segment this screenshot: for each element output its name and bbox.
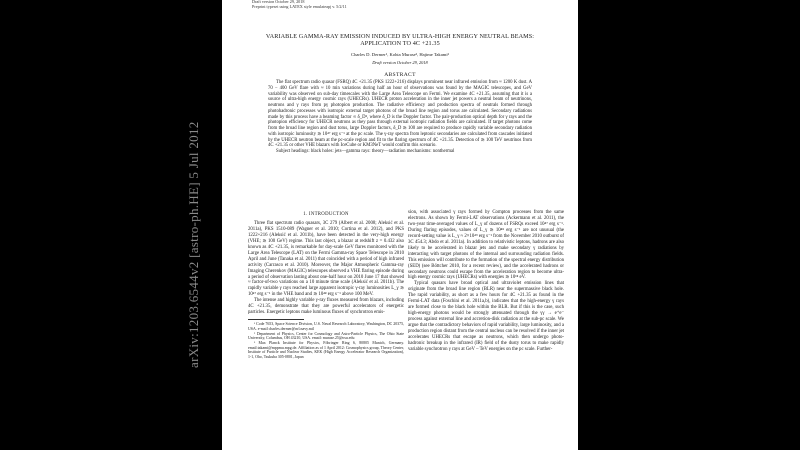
right-paragraph-2: Typical quasars have broad optical and ultraviolet emission lines that originate from the broad line region (BLR) near the supermassive black hole. The rapid variability, as short as a few hours for 4C +21.35 as found in the Fermi-LAT data (Foschini et al. 2011a,b), indicates that the high-energy γ rays are formed close to the black hole within the BLR. But if this is the case, such high-energy photons would be strongly attenuated through the γγ → e⁺e⁻ process against external line and accretion-disk radiation at the sub-pc scale. We argue that the contradictory behaviors of rapid variability, large luminosity, and a production region distant from the central nucleus can be resolved if the inner jet accelerates UHECRs that escape as neutrons, which then undergo photo-hadronic breakup in the infrared (IR) field of the dusty torus to make rapidly variable synchrotron γ rays at GeV – TeV energies on the pc scale. Further- [408, 281, 564, 352]
right-column [408, 210, 564, 353]
subject-headings: Subject headings: black holes: jets—gamma rays: theory—radiation mechanisms: nonthermal [276, 149, 455, 154]
intro-paragraph-2: The intense and highly variable γ-ray fluxes measured from blazars, including 4C +21.35, demonstrate that they are powerful accelerators of energetic particles. Energetic leptons make luminous fluxes of synchrotron emis- [248, 298, 404, 316]
section-heading-introduction: 1. INTRODUCTION [303, 212, 349, 217]
author-list: Charles D. Dermer¹, Kohta Murase², Hajime Takami³ [351, 52, 449, 57]
paper-page [222, 0, 578, 450]
draft-line: Draft version October 29, 2018 [252, 0, 305, 4]
right-paragraph-1: sion, with associated γ rays formed by Compton processes from the same electrons. As shown by Fermi-LAT observations (Ackermann et al. 2011), the two-year time-averaged values of L_γ of dozens of FSRQs exceed 10⁴⁷ erg s⁻¹. During flaring episodes, values of L_γ ≳ 10⁴⁸ erg s⁻¹ are not unusual (the record-setting value is L_γ ≈ 2×10⁴⁹ erg s⁻¹ from the November 2010 outburst of 3C 454.3; Abdo et al. 2011a). In addition to relativistic leptons, hadrons are also likely to be accelerated in blazar jets and make secondary γ radiations by interacting with target photons of the internal and surrounding radiation fields. This emission will contribute to the formation of the spectral energy distribution (SED) (see Böttcher 2010, for a recent review), and the accelerated hadrons or secondary neutrons could escape from the acceleration region to become ultra-high energy cosmic rays (UHECRs) with energies ≳ 10¹⁸ eV. [408, 210, 564, 281]
abstract [268, 80, 532, 155]
footnote-1: ¹ Code 7653, Space Science Division, U.S. Naval Research Laboratory, Washington, DC 20375, USA. e-mail charles.dermer@nrl.navy.mil [248, 322, 404, 331]
title-line-1: VARIABLE GAMMA-RAY EMISSION INDUCED BY ULTRA-HIGH ENERGY NEUTRAL BEAMS: [265, 33, 535, 40]
draft-version: Draft version October 29, 2018 [372, 60, 428, 65]
title-line-2: APPLICATION TO 4C +21.35 [360, 40, 440, 48]
running-header [252, 0, 347, 10]
left-column [248, 210, 404, 360]
paper-title [242, 33, 558, 48]
preprint-line: Preprint typeset using LATEX style emulateapj v. 5/2/11 [252, 3, 347, 9]
abstract-text: The flat spectrum radio quasar (FSRQ) 4C +21.35 (PKS 1222+216) displays prominent near infrared emission from ≈ 1200 K dust. A 70 − 400 GeV flare with ≈ 10 min variations during half an hour of observations was found by the MAGIC telescopes, and GeV variability was observed on sub-day timescales with the Large Area Telescope on Fermi. We examine 4C +21.35, assuming that it is a source of ultra-high energy cosmic rays (UHECRs). UHECR proton acceleration in the inner jet powers a neutral beam of neutrinons, neutrons and γ rays from pγ photopion production. The radiative efficiency and production spectra of neutrals formed through photohadronic processes with isotropic external target photons of the broad line region and torus are calculated. Secondary radiations made by this process have a beaming factor ∝ δ_D², where δ_D is the Doppler factor. The pair-production optical depth for γ rays and the photopion efficiency for UHECR neutrons as they pass through external isotropic radiation fields are calculated. If target photons come from the broad line region and dust torus, large Doppler factors, δ_D ≳ 100 are required to produce rapidly variable secondary radiation with isotropic luminosity ≳ 10⁴⁷ erg s⁻¹ at the pc scale. The γ-ray spectra from leptonic secondaries are calculated from cascades initiated by the UHECR neutron beam at the pc-scale region and fit to the flaring spectrum of 4C +21.35. Detection of ≳ 100 TeV neutrinos from 4C +21.35 or other VHE blazars with IceCube or KM3NeT would confirm this scenario. [268, 80, 532, 149]
footnote-3: ³ Max Planck Institute for Physics, Föhringer Ring 6, 80805 Munich, Germany. email:takami@mppmu.mpg.de. Affiliation as of 1 April 2012: Cosmophysics group, Theory Center, Institute of Particle and Nuclear Studies, KEK (High Energy Accelerator Research Organization), 1-1, Oho, Tsukuba 305-0801, Japan [248, 341, 404, 360]
abstract-heading: ABSTRACT [384, 72, 416, 78]
arxiv-identifier: arXiv:1203.6544v2 [astro-ph.HE] 5 Jul 2012 [186, 121, 201, 368]
intro-paragraph-1: Three flat spectrum radio quasars, 3C 279 (Albert et al. 2008; Aleksić et al. 2011a), PKS 1510-089 (Wagner et al. 2010; Cortina et al. 2012), and PKS 1222+216 (Aleksić et al. 2011b), have been detected in the very-high energy (VHE; ≳ 100 GeV) regime. This last object, a blazar at redshift z = 0.432 also known as 4C +21.35, is remarkable for day-scale GeV flares monitored with the Large Area Telescope (LAT) on the Fermi Gamma-ray Space Telescope in 2010 April and June (Tanaka et al. 2011) that coincided with a period of high infrared activity (Carrasco et al. 2010). Moreover, the Major Atmospheric Gamma-ray Imaging Cherenkov (MAGIC) telescopes observed a VHE flaring episode during a period of observation lasting about one-half hour on 2010 June 17 that showed ≈ factor-of-two variations on a 10 minute time scale (Aleksić et al. 2011b). The rapidly variable γ rays reached large apparent isotropic γ-ray luminosities L_γ ≳ 10⁴⁷ erg s⁻¹ in the VHE band and ≳ 10⁴⁸ erg s⁻¹ above 100 MeV. [248, 220, 404, 298]
footnote-rule [248, 319, 304, 320]
footnote-2: ² Department of Physics, Center for Cosmology and Astro-Particle Physics, The Ohio State University, Columbus, OH 43210, USA. email: murase.25@osu.edu [248, 331, 404, 341]
